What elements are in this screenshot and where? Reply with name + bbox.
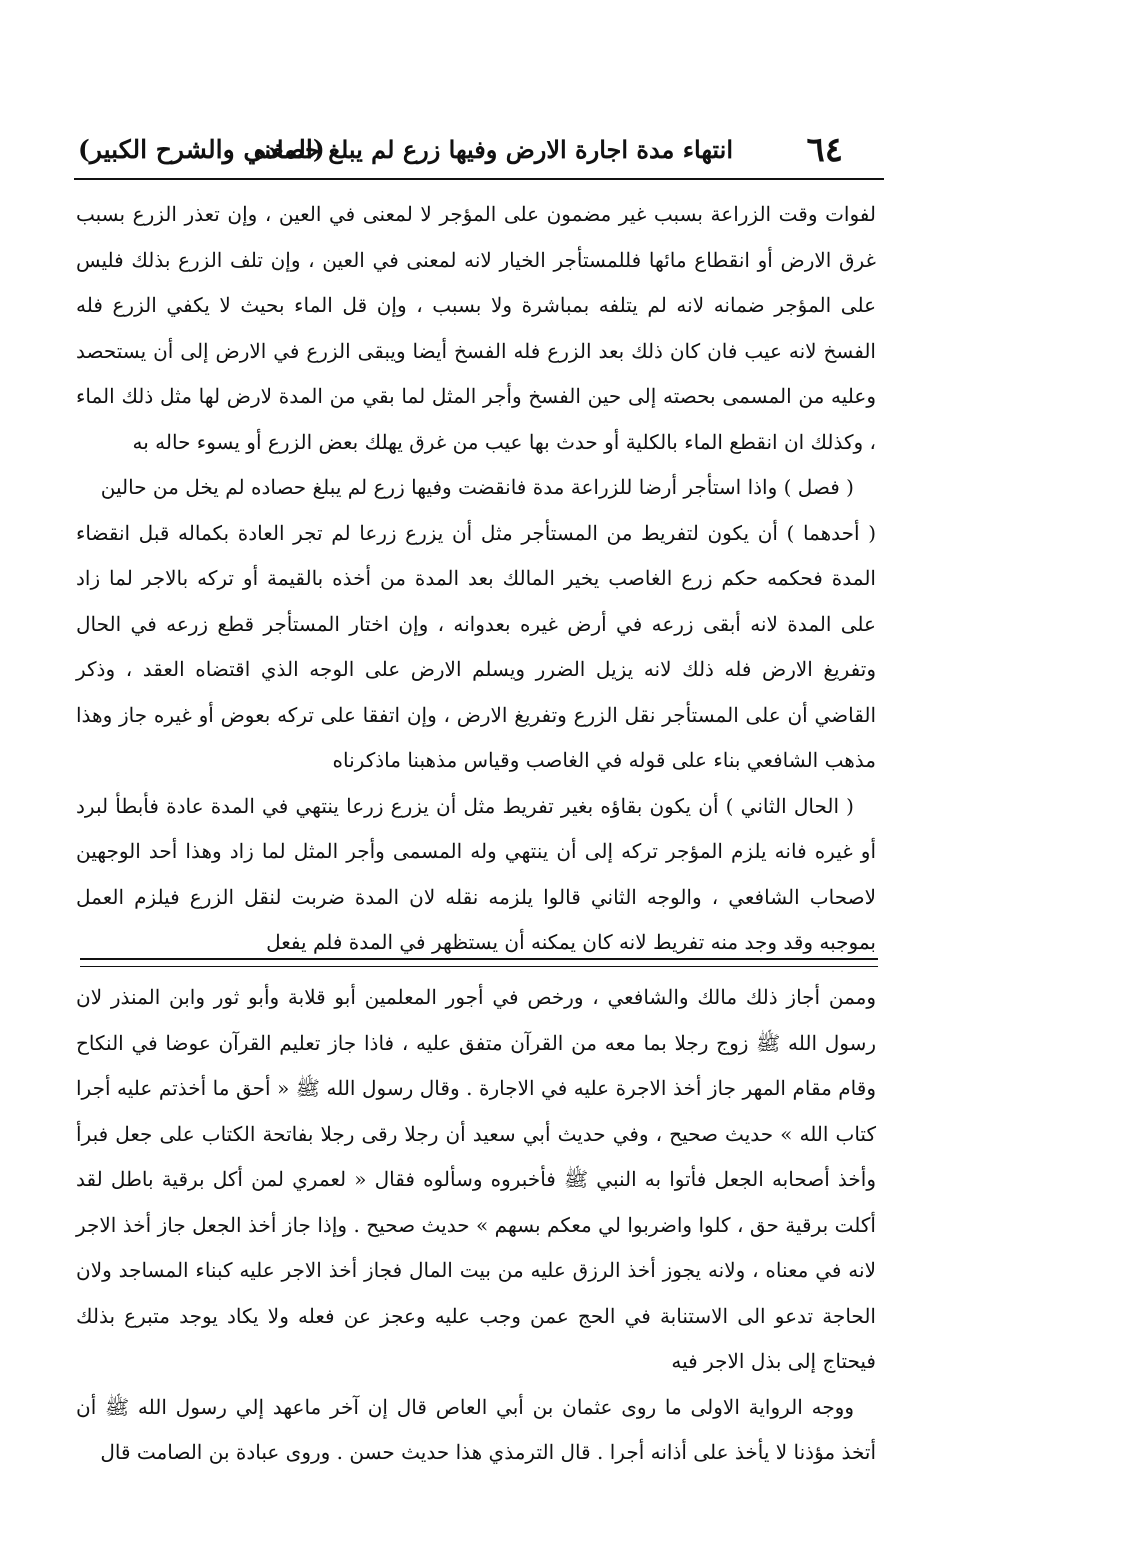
page-header xyxy=(78,128,883,172)
main-paragraph: لفوات وقت الزراعة بسبب غير مضمون على المؤجر لا لمعنى في العين ، وإن تعذر الزرع بسبب غرق الارض أو انقطاع مائها فللمستأجر الخيار لانه لمعنى في العين ، وإن تلف الزرع بذلك فليس على المؤجر ضمانه لانه لم يتلفه بمباشرة ولا بسبب ، وإن قل الماء بحيث لا يكفي الزرع فله الفسخ لانه عيب فان كان ذلك بعد الزرع فله الفسخ أيضا ويبقى الزرع في الارض إلى أن يستحصد وعليه من المسمى بحصته إلى حين الفسخ وأجر المثل لما بقي من المدة لارض لها مثل ذلك الماء ، وكذلك ان انقطع الماء بالكلية أو حدث بها عيب من غرق يهلك بعض الزرع أو يسوء حاله به xyxy=(76,202,876,454)
footnote-text xyxy=(76,975,876,1476)
main-paragraph: ( الحال الثاني ) أن يكون بقاؤه بغير تفريط مثل أن يزرع زرعا ينتهي في المدة عادة فأبطأ لبرد أو غيره فانه يلزم المؤجر تركه إلى أن ينتهي وله المسمى وأجر المثل لما زاد وهذا أحد الوجهين لاصحاب الشافعي ، والوجه الثاني قالوا يلزمه نقله لان المدة ضربت لنقل الزرع فيلزم العمل بموجبه وقد وجد منه تفريط لانه كان يمكنه أن يستظهر في المدة فلم يفعل xyxy=(76,793,876,954)
main-text xyxy=(76,192,876,966)
main-paragraph: ( فصل ) واذا استأجر أرضا للزراعة مدة فانقضت وفيها زرع لم يبلغ حصاده لم يخل من حالين xyxy=(100,475,854,499)
main-paragraph: ( أحدهما ) أن يكون لتفريط من المستأجر مثل أن يزرع زرعا لم تجر العادة بكماله قبل انقضاء المدة فحكمه حكم زرع الغاصب يخير المالك بعد المدة من أخذه بالقيمة أو تركه بالاجر لما زاد على المدة لانه أبقى زرعه في أرض غيره بعدوانه ، وإن اختار المستأجر قطع زرعه في الحال وتفريغ الارض فله ذلك لانه يزيل الضرر ويسلم الارض على الوجه الذي اقتضاه العقد ، وذكر القاضي أن على المستأجر نقل الزرع وتفريغ الارض ، وإن اتفقا على تركه بعوض أو غيره جاز وهذا مذهب الشافعي بناء على قوله في الغاصب وقياس مذهبنا ماذكرناه xyxy=(76,520,876,772)
page-number: ٦٤ xyxy=(806,130,843,170)
footnote-paragraph: وممن أجاز ذلك مالك والشافعي ، ورخص في أجور المعلمين أبو قلابة وأبو ثور وابن المنذر لان رسول الله ﷺ زوج رجلا بما معه من القرآن متفق عليه ، فاذا جاز تعليم القرآن عوضا في النكاح وقام مقام المهر جاز أخذ الاجرة عليه في الاجارة . وقال رسول الله ﷺ « أحق ما أخذتم عليه أجرا كتاب الله » حديث صحيح ، وفي حديث أبي سعيد أن رجلا رقى رجلا بفاتحة الكتاب على جعل فبرأ وأخذ أصحابه الجعل فأتوا به النبي ﷺ فأخبروه وسألوه فقال « لعمري لمن أكل برقية باطل لقد أكلت برقية حق ، كلوا واضربوا لي معكم بسهم » حديث صحيح . وإذا جاز أخذ الجعل جاز أخذ الاجر لانه في معناه ، ولانه يجوز أخذ الرزق عليه من بيت المال فجاز أخذ الاجر عليه كبناء المساجد ولان الحاجة تدعو الى الاستنابة في الحج عمن وجب عليه وعجز عن فعله ولا يكاد يوجد متبرع بذلك فيحتاج إلى بذل الاجر فيه xyxy=(76,985,876,1373)
running-title: انتهاء مدة اجارة الارض وفيها زرع لم يبلغ حصاده xyxy=(253,135,733,164)
footnote-separator xyxy=(80,958,878,967)
book-title: (المغني والشرح الكبير) xyxy=(78,135,325,164)
header-rule xyxy=(74,178,884,180)
footnote-paragraph: ووجه الرواية الاولى ما روى عثمان بن أبي العاص قال إن آخر ماعهد إلي رسول الله ﷺ أن أتخذ مؤذنا لا يأخذ على أذانه أجرا . قال الترمذي هذا حديث حسن . وروى عبادة بن الصامت قال xyxy=(76,1394,876,1464)
